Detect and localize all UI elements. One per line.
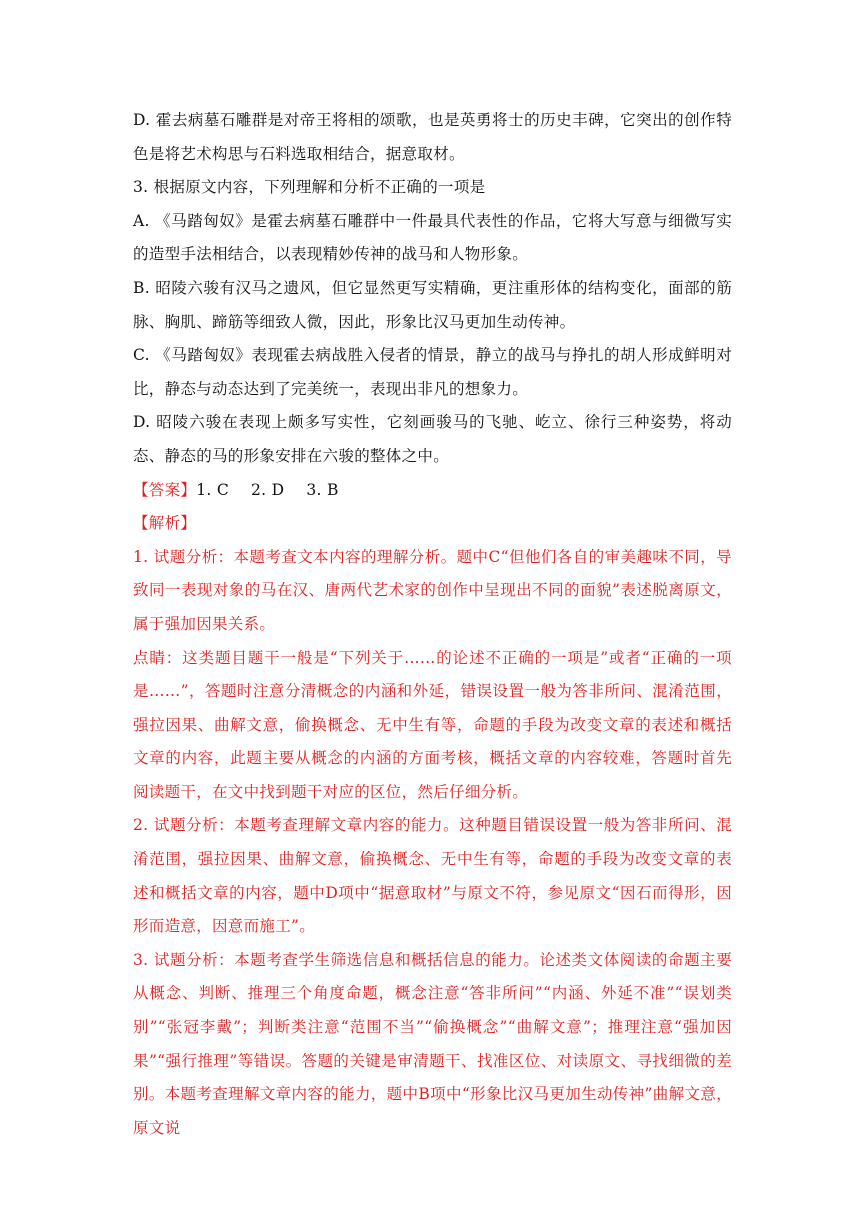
q2-option-d: D. 霍去病墓石雕群是对帝王将相的颂歌，也是英勇将士的历史丰碑，它突出的创作特色是将艺术构思与石料选取相结合，据意取材。	[133, 111, 732, 163]
analysis-label: 【解析】	[133, 514, 197, 533]
answer-label: 【答案】	[133, 480, 197, 499]
analysis-item-2: 2. 试题分析：本题考查理解文章内容的能力。这种题目错误设置一般为答非所问、混淆范围，强拉因果、曲解文意，偷换概念、无中生有等，命题的手段为改变文章的表述和概括文章的内容，题中D项中“据意取材”与原文不符，参见原文“因石而得形，因形而造意，因意而施工”。	[133, 816, 732, 936]
analysis-item-3: 3. 试题分析：本题考查学生筛选信息和概括信息的能力。论述类文体阅读的命题主要从概念、判断、推理三个角度命题，概念注意“答非所问”“内涵、外延不准”“误划类别”“张冠李戴”；判断类注意“范围不当”“偷换概念”“曲解文意”；推理注意“强加因果”“强行推理”等错误。答题的关键是审清题干、找准区位、对读原文、寻找细微的差别。本题考查理解文章内容的能力，题中B项中“形象比汉马更加生动传神”曲解文意，原文说	[133, 950, 732, 1137]
answer-line	[133, 474, 732, 508]
answer-item-1: 1. C	[196, 480, 229, 499]
q3-option-a: A. 《马踏匈奴》是霍去病墓石雕群中一件最具代表性的作品，它将大写意与细微写实的造型手法相结合，以表现精妙传神的战马和人物形象。	[133, 211, 732, 264]
analysis-tip: 点睛：这类题目题干一般是“下列关于……的论述不正确的一项是”或者“正确的一项是……”，答题时注意分清概念的内涵和外延，错误设置一般为答非所问、混淆范围，强拉因果、曲解文意，偷换概念、无中生有等，命题的手段为改变文章的表述和概括文章的内容，此题主要从概念的内涵的方面考核，概括文章的内容较难，答题时首先阅读题干，在文中找到题干对应的区位，然后仔细分析。	[133, 648, 732, 801]
q3-stem: 3. 根据原文内容，下列理解和分析不正确的一项是	[133, 178, 486, 197]
q3-option-b: B. 昭陵六骏有汉马之遗风，但它显然更写实精确，更注重形体的结构变化，面部的筋脉、胸肌、蹄筋等细致人微，因此，形象比汉马更加生动传神。	[133, 278, 732, 331]
answer-item-3: 3. B	[306, 480, 339, 499]
q3-option-d: D. 昭陵六骏在表现上颇多写实性，它刻画骏马的飞驰、屹立、徐行三种姿势，将动态、静态的马的形象安排在六骏的整体之中。	[133, 413, 732, 465]
q3-option-c: C. 《马踏匈奴》表现霍去病战胜入侵者的情景，静立的战马与挣扎的胡人形成鲜明对比，静态与动态达到了完美统一，表现出非凡的想象力。	[133, 346, 732, 398]
analysis-item-1: 1. 试题分析：本题考查文本内容的理解分析。题中C“但他们各自的审美趣味不同，导致同一表现对象的马在汉、唐两代艺术家的创作中呈现出不同的面貌”表述脱离原文，属于强加因果关系。	[133, 547, 732, 633]
answer-item-2: 2. D	[250, 480, 285, 499]
